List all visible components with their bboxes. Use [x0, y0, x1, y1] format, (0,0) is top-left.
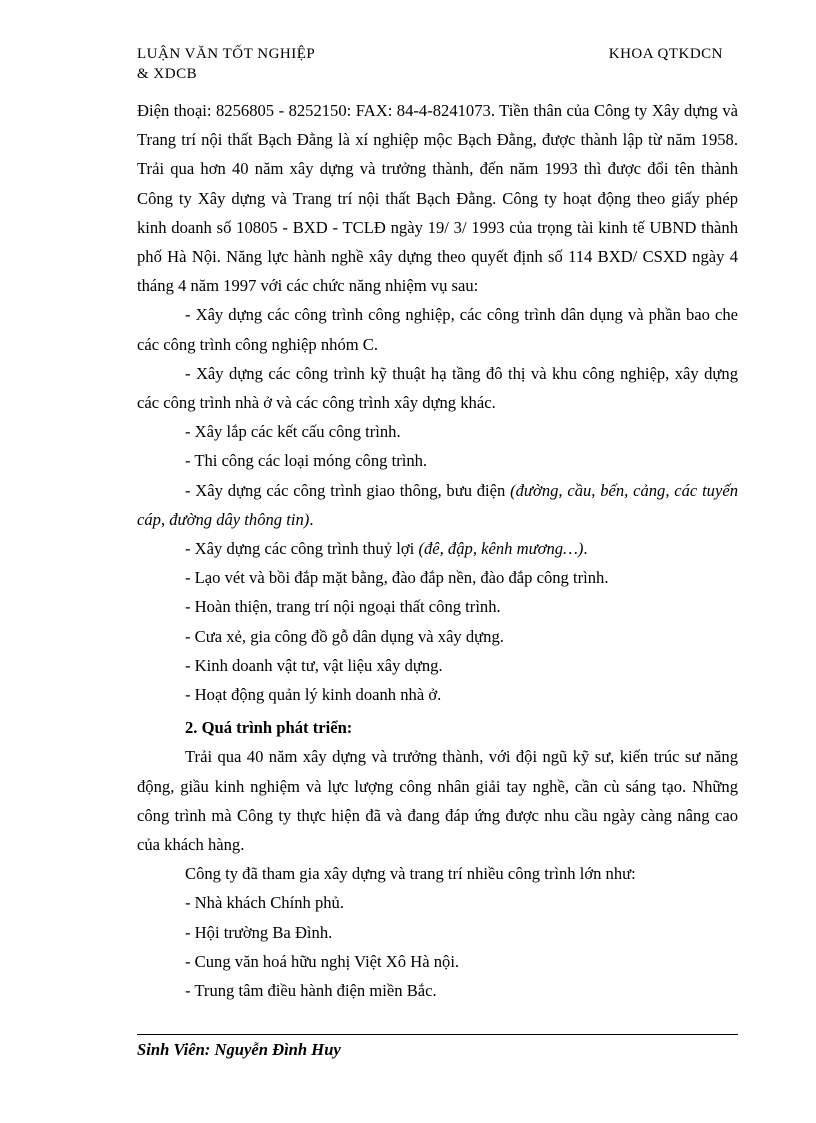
duty-item-5-text: - Xây dựng các công trình giao thông, bưu điện [185, 480, 511, 500]
header-faculty: KHOA QTKDCN [608, 46, 723, 62]
footer-student-name: Sinh Viên: Nguyễn Đình Huy [137, 1040, 341, 1059]
duty-item-6 [137, 534, 738, 563]
duty-item-1: - Xây dựng các công trình công nghiệp, các công trình dân dụng và phần bao che các công trình công nghiệp nhóm C. [137, 305, 738, 354]
project-item-3: - Cung văn hoá hữu nghị Việt Xô Hà nội. [185, 951, 460, 971]
project-item-2: - Hội trường Ba Đình. [185, 922, 333, 942]
header-thesis-title: LUẬN VĂN TỐT NGHIỆP [137, 46, 316, 62]
duty-item-9: - Cưa xẻ, gia công đồ gỗ dân dụng và xây dựng. [185, 626, 504, 646]
section-heading: 2. Quá trình phát triển: [185, 718, 353, 738]
duty-item-8: - Hoàn thiện, trang trí nội ngoại thất công trình. [185, 597, 501, 617]
duty-item-5 [137, 476, 738, 534]
development-paragraph: Trải qua 40 năm xây dựng và trưởng thành, với đội ngũ kỹ sư, kiến trúc sư năng động, giầu kinh nghiệm và lực lượng công nhân giải tay nghề, cần cù sáng tạo. Những công trình mà Công ty thực hiện đã và đang đáp ứng được nhu cầu ngày càng nâng cao của khách hàng. [137, 747, 738, 855]
duty-item-5-italic: (đường, cầu, bến, cảng, các tuyến cáp, đường dây thông tin) [137, 480, 739, 529]
intro-paragraph: Điện thoại: 8256805 - 8252150: FAX: 84-4-8241073. Tiền thân của Công ty Xây dựng và Trang trí nội thất Bạch Đằng là xí nghiệp mộc Bạch Đằng, được thành lập từ năm 1958. Trải qua hơn 40 năm xây dựng và trưởng thành, đến năm 1993 thì được đổi tên thành Công ty Xây dựng và Trang trí nội thất Bạch Đằng. Công ty hoạt động theo giấy phép kinh doanh số 10805 - BXD - TCLĐ ngày 19/ 3/ 1993 của trọng tài kinh tế UBND thành phố Hà Nội. Năng lực hành nghề xây dựng theo quyết định số 114 BXD/ CSXD ngày 4 tháng 4 năm 1997 với các chức năng nhiệm vụ sau: [137, 101, 738, 296]
duty-item-5-end: . [309, 509, 314, 529]
footer-divider [137, 1034, 738, 1035]
duty-item-10: - Kinh doanh vật tư, vật liệu xây dựng. [185, 655, 443, 675]
duty-item-6-end: . [583, 539, 588, 559]
duty-item-6-text: - Xây dựng các công trình thuỷ lợi [185, 539, 419, 559]
duty-item-2: - Xây dựng các công trình kỹ thuật hạ tầng đô thị và khu công nghiệp, xây dựng các công trình nhà ở và các công trình xây dựng khác. [137, 363, 738, 413]
projects-intro: Công ty đã tham gia xây dựng và trang trí nhiều công trình lớn như: [185, 864, 636, 884]
project-item-1: - Nhà khách Chính phủ. [185, 893, 344, 913]
duty-item-4: - Thi công các loại móng công trình. [185, 451, 428, 471]
duty-item-7: - Lạo vét và bồi đắp mặt bằng, đào đắp nền, đào đắp công trình. [185, 568, 609, 588]
project-item-4: - Trung tâm điều hành điện miền Bắc. [185, 981, 437, 1001]
duty-item-3: - Xây lắp các kết cấu công trình. [185, 422, 401, 442]
duty-item-6-italic: (đê, đập, kênh mương…) [418, 539, 584, 559]
duty-item-11: - Hoạt động quản lý kinh doanh nhà ở. [185, 685, 442, 705]
header-thesis-title-continued: & XDCB [137, 66, 198, 82]
page-body [137, 96, 738, 1005]
